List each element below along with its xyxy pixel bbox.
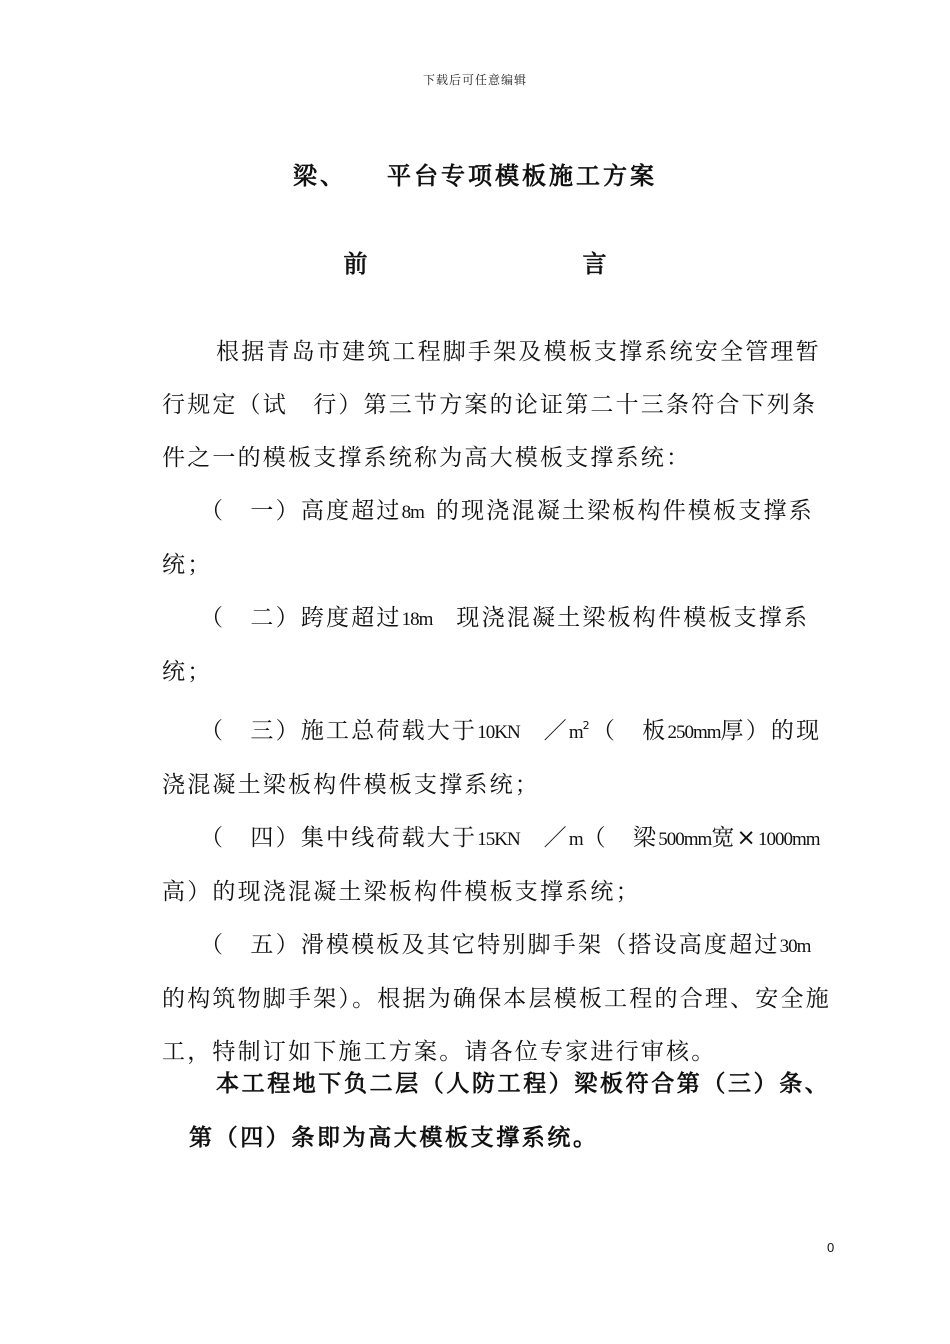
intro-paragraph: 根据青岛市建筑工程脚手架及模板支撑系统安全管理暂行规定（试 行）第三节方案的论证第二十三条符合下列条件之一的模板支撑系统称为高大模板支撑系统： [162,339,821,471]
item-2-text-b: 现浇混凝土梁板构件模板支撑系统； [162,605,810,685]
item-2-number: （ 二） [200,605,301,631]
body-text [162,326,842,1079]
list-item-5 [162,919,842,1079]
item-5-number: （ 五） [200,932,301,958]
item-4-number: （ 四） [200,825,301,851]
conclusion-line-2: 第（四）条即为高大模板支撑系统。 [189,1125,599,1151]
title-part1: 梁、 [293,162,347,190]
item-4-unit-1: 15KN [477,829,520,850]
item-3-number: （ 三） [200,718,301,744]
preface-heading [0,244,950,279]
list-item-3 [162,699,842,812]
item-1-number: （ 一） [200,498,301,524]
item-3-text-b: （ 板 [591,718,668,744]
list-item-4 [162,812,842,919]
item-4-unit-3: 500mm [658,829,712,850]
item-3-unit-3: 250mm [667,722,721,743]
preface-right: 言 [582,250,607,278]
item-5-text-a: 滑模模板及其它特别脚手架（搭设高度超过 [300,932,780,958]
item-4-text-c: 宽 [711,825,737,851]
item-4-unit-2: m [568,829,583,850]
document-title [0,156,950,191]
item-4-times: × [736,825,759,851]
item-2-text-a: 跨度超过 [300,605,402,631]
page-header: 下载后可任意编辑 [422,73,527,87]
item-4-unit-4: 1000mm [758,829,820,850]
item-1-text-b: 的现浇混凝土梁板构件模板支撑系统； [162,498,814,578]
conclusion-paragraph [162,1057,862,1165]
item-3-unit-2: m [568,722,583,743]
list-item-1 [162,485,842,592]
conclusion-line-1: 本工程地下负二层（人防工程）梁板符合第（三）条、 [216,1071,831,1097]
item-5-text-b: 的构筑物脚手架）。根据为确保本层模板工程的合理、安全施工，特制订如下施工方案。请各位专家进行审核。 [162,986,831,1065]
item-2-unit: 18m [401,609,433,630]
item-4-text-d: 高）的现浇混凝土梁板构件模板支撑系统； [162,879,641,905]
item-3-text-a: 施工总荷载大于 [300,718,478,744]
title-part2: 平台专项模板施工方案 [387,162,657,190]
list-item-2 [162,592,842,699]
item-3-unit-1: 10KN [477,722,520,743]
item-4-text-b: （ 梁 [582,825,659,851]
item-1-unit: 8m [401,502,424,523]
preface-left: 前 [343,250,368,278]
item-5-unit: 30m [779,936,811,957]
item-4-slash: ／ [543,825,569,851]
item-3-text-c: 厚）的现浇混凝土梁板构件模板支撑系统； [162,718,822,798]
item-3-slash: ／ [543,718,569,744]
item-3-superscript: 2 [582,719,592,732]
item-4-text-a: 集中线荷载大于 [300,825,478,851]
page-number: 0 [827,1240,835,1255]
item-1-text-a: 高度超过 [300,498,402,524]
